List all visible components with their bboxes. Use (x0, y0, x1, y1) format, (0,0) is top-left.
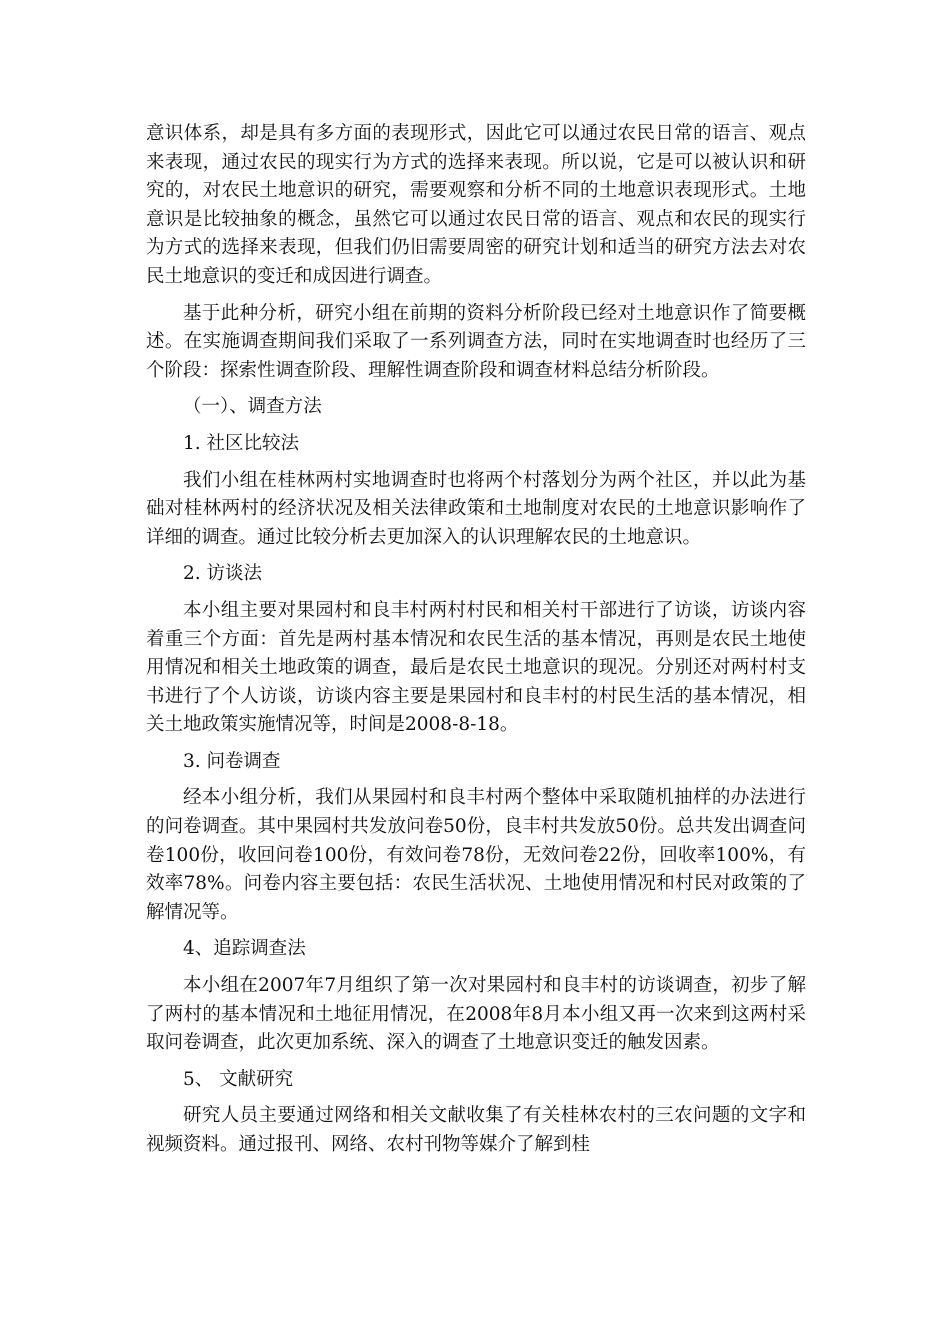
subheading-community-comparison: 1. 社区比较法 (183, 432, 300, 454)
subheading-tracking-survey: 4、追踪调查法 (183, 938, 306, 960)
paragraph-tracking-survey: 本小组在2007年7月组织了第一次对果园村和良丰村的访谈调查，初步了解了两村的基本情况和土地征用情况，在2008年8月本小组又再一次来到这两村采取问卷调查，此次更加系统、深入的调查了土地意识变迁的触发因素。 (146, 975, 806, 1054)
section-heading-methods: （一）、调查方法 (183, 396, 322, 418)
paragraph-questionnaire: 经本小组分析，我们从果园村和良丰村两个整体中采取随机抽样的办法进行的问卷调查。其中果园村共发放问卷50份，良丰村共发放50份。总共发出调查问卷100份，收回问卷100份，有效问卷78份，无效问卷22份，回收率100%，有效率78%。问卷内容主要包括：农民生活状况、土地使用情况和村民对政策的了解情况等。 (146, 787, 806, 923)
subheading-literature-research: 5、 文献研究 (183, 1068, 294, 1090)
subheading-interview: 2. 访谈法 (183, 563, 263, 585)
paragraph-analysis: 基于此种分析，研究小组在前期的资料分析阶段已经对土地意识作了简要概述。在实施调查期间我们采取了一系列调查方法，同时在实地调查时也经历了三个阶段：探索性调查阶段、理解性调查阶段和调查材料总结分析阶段。 (146, 302, 806, 381)
paragraph-community-comparison: 我们小组在桂林两村实地调查时也将两个村落划分为两个社区，并以此为基础对桂林两村的经济状况及相关法律政策和土地制度对农民的土地意识影响作了详细的调查。通过比较分析去更加深入的认识理解农民的土地意识。 (146, 469, 806, 548)
subheading-questionnaire: 3. 问卷调查 (183, 750, 281, 772)
paragraph-intro-continuation: 意识体系，却是具有多方面的表现形式，因此它可以通过农民日常的语言、观点来表现，通过农民的现实行为方式的选择来表现。所以说，它是可以被认识和研究的，对农民土地意识的研究，需要观察和分析不同的土地意识表现形式。土地意识是比较抽象的概念，虽然它可以通过农民日常的语言、观点和农民的现实行为方式的选择来表现，但我们仍旧需要周密的研究计划和适当的研究方法去对农民土地意识的变迁和成因进行调查。 (146, 123, 806, 287)
paragraph-interview: 本小组主要对果园村和良丰村两村村民和相关村干部进行了访谈，访谈内容着重三个方面：首先是两村基本情况和农民生活的基本情况，再则是农民土地使用情况和相关土地政策的调查，最后是农民土地意识的现况。分别还对两村村支书进行了个人访谈，访谈内容主要是果园村和良丰村的村民生活的基本情况，相关土地政策实施情况等，时间是2008-8-18。 (146, 599, 806, 736)
paragraph-literature-research: 研究人员主要通过网络和相关文献收集了有关桂林农村的三农问题的文字和视频资料。通过报刊、网络、农村刊物等媒介了解到桂 (146, 1105, 806, 1155)
document-body (146, 120, 806, 1160)
